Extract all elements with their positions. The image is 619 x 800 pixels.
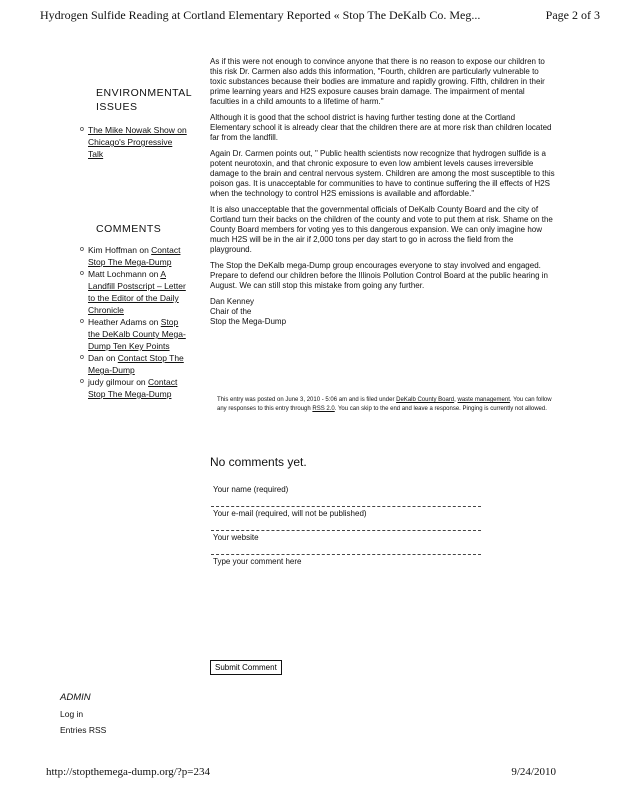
list-item bbox=[88, 376, 188, 400]
meta-text: . You can skip to the end and leave a response. Pinging is currently not allowed. bbox=[334, 406, 547, 412]
divider bbox=[211, 506, 481, 507]
divider bbox=[211, 530, 481, 531]
rss-link[interactable]: RSS 2.0 bbox=[312, 406, 335, 412]
environmental-issues-heading: ENVIRONMENTAL ISSUES bbox=[96, 87, 192, 113]
print-footer-url: http://stopthemega-dump.org/?p=234 bbox=[46, 766, 210, 778]
list-item bbox=[88, 124, 188, 160]
login-link[interactable]: Log in bbox=[60, 709, 84, 719]
print-header-title: Hydrogen Sulfide Reading at Cortland Elementary Reported « Stop The DeKalb Co. Meg... bbox=[40, 8, 481, 22]
comment-sep: on bbox=[136, 245, 152, 255]
category-link[interactable]: DeKalb County Board bbox=[396, 397, 455, 403]
comment-author: Heather Adams bbox=[88, 317, 147, 327]
admin-section bbox=[60, 690, 106, 738]
email-label: Your e-mail (required, will not be published) bbox=[213, 509, 367, 518]
comment-sep: on bbox=[146, 269, 161, 279]
environmental-link[interactable]: The Mike Nowak Show on Chicago's Progressive Talk bbox=[88, 125, 187, 159]
comment-sep: on bbox=[103, 353, 118, 363]
admin-heading: ADMIN bbox=[60, 692, 91, 703]
list-item bbox=[88, 352, 188, 376]
post-paragraph: Although it is good that the school district is having further testing done at the Cortland Elementary school it is already clear that the children there are at more risk than children located far from the landfill. bbox=[210, 113, 552, 142]
comment-post-link[interactable]: Contact Stop The Mega-Dump bbox=[88, 245, 181, 267]
comment-sep: on bbox=[146, 317, 161, 327]
name-field[interactable] bbox=[211, 482, 511, 506]
category-link[interactable]: waste management bbox=[457, 397, 510, 403]
print-header-page-number: Page 2 of 3 bbox=[545, 8, 600, 22]
comment-post-link[interactable]: Stop the DeKalb County Mega-Dump Ten Key Points bbox=[88, 317, 186, 351]
print-footer-date: 9/24/2010 bbox=[511, 766, 556, 778]
comments-title: No comments yet. bbox=[210, 455, 307, 469]
name-label: Your name (required) bbox=[213, 485, 289, 494]
list-item bbox=[88, 244, 188, 268]
comment-textarea[interactable] bbox=[211, 554, 511, 578]
comment-post-link[interactable]: Contact Stop The Mega-Dump bbox=[88, 353, 184, 375]
sidebar bbox=[80, 86, 192, 400]
post-paragraph: As if this were not enough to convince anyone that there is no reason to expose our children to this risk Dr. Carmen also adds this information, "Fourth, children are particularly vulnerable to toxic substances because their bodies are immature and rapidly growing. Fifth, children in their prime learning years and H2S exposure causes brain damage. The impairment of mental faculties in a child amounts to a lifetime of harm." bbox=[210, 57, 545, 106]
recent-comments-list bbox=[80, 244, 188, 400]
entries-rss-link[interactable]: Entries RSS bbox=[60, 725, 107, 735]
website-label: Your website bbox=[213, 533, 259, 542]
comments-heading: COMMENTS bbox=[96, 223, 162, 235]
list-item bbox=[88, 268, 188, 316]
website-field[interactable] bbox=[211, 530, 511, 554]
meta-text: This entry was posted on June 3, 2010 - 5:06 am and is filed under bbox=[217, 397, 397, 403]
comment-post-link[interactable]: Contact Stop The Mega-Dump bbox=[88, 377, 178, 399]
comment-author: Dan bbox=[88, 353, 104, 363]
post-paragraph: Again Dr. Carmen points out, " Public health scientists now recognize that hydrogen sulfide is a potent neurotoxin, and that chronic exposure to even low ambient levels causes irreversible damage to the brain and central nervous system. Children are among the most susceptible to this poison gas. It is unacceptable for communities to have to continue suffering the ill effects of H2S when the technology to control H2S emissions is available and affordable." bbox=[210, 149, 555, 198]
submit-comment-button[interactable]: Submit Comment bbox=[210, 660, 282, 675]
comment-sep: on bbox=[133, 377, 149, 387]
comment-post-link[interactable]: A Landfill Postscript – Letter to the Editor of the Daily Chronicle bbox=[88, 269, 186, 315]
comment-author: Kim Hoffman bbox=[88, 245, 137, 255]
email-field[interactable] bbox=[211, 506, 511, 530]
meta-text: . You can follow any responses to this entry through bbox=[217, 397, 552, 412]
post-body bbox=[210, 57, 555, 327]
environmental-issues-list bbox=[80, 124, 188, 160]
signature-line: Stop the Mega-Dump bbox=[210, 317, 287, 326]
comment-label: Type your comment here bbox=[213, 557, 302, 566]
signature bbox=[210, 297, 555, 327]
meta-text: , bbox=[454, 397, 458, 403]
post-paragraph: The Stop the DeKalb mega-Dump group encourages everyone to stay involved and engaged. Prepare to defend our children before the Illinois Pollution Control Board at the public hearing in August. We can still stop this mistake from going any further. bbox=[210, 261, 548, 290]
list-item bbox=[88, 316, 188, 352]
comment-author: judy gilmour bbox=[88, 377, 134, 387]
post-meta bbox=[217, 396, 562, 414]
divider bbox=[211, 554, 481, 555]
post-paragraph: It is also unacceptable that the governmental officials of DeKalb County Board and the city of Cortland turn their backs on the children of the county and vote to put them at risk. Shame on the County Board members for voting yes to this dangerous expansion. We can only imagine how much H2S will be in the air if 2,000 tons per day start to go in across the field from the playground. bbox=[210, 205, 553, 254]
signature-line: Dan Kenney bbox=[210, 297, 255, 306]
comment-author: Matt Lochmann bbox=[88, 269, 147, 279]
signature-line: Chair of the bbox=[210, 307, 252, 316]
comment-form bbox=[211, 482, 511, 578]
